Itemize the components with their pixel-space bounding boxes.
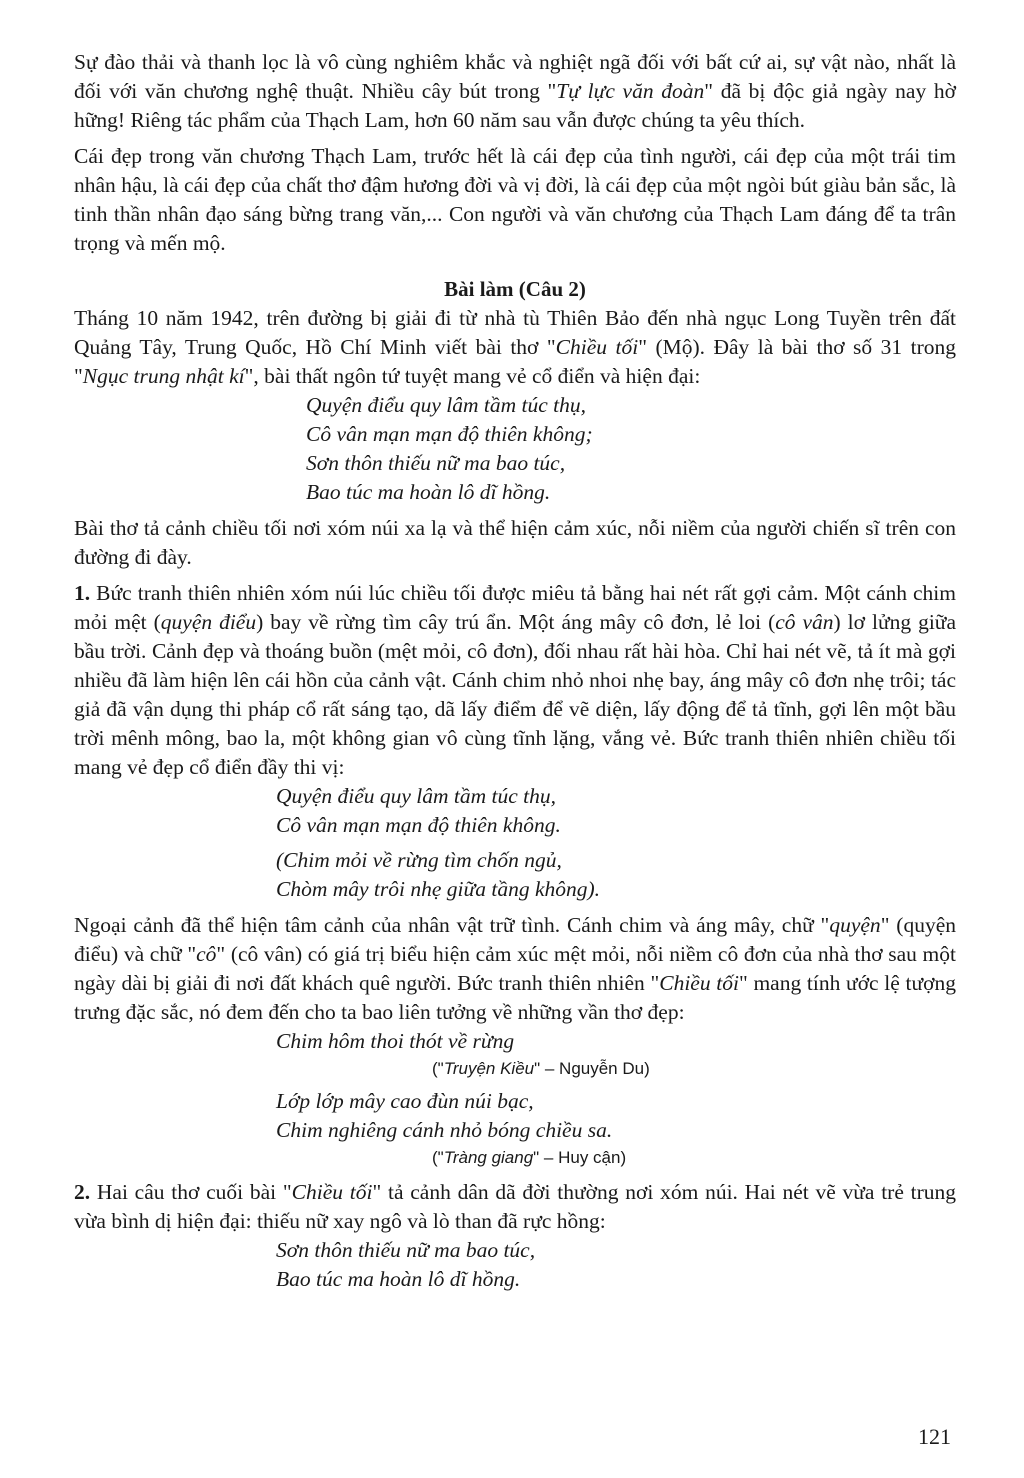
paragraph-2: Cái đẹp trong văn chương Thạch Lam, trước hết là cái đẹp của tình người, cái đẹp của một trái tim nhân hậu, là cái đẹp của chất thơ đậm hương đời và vị đời, là cái đẹp của một ngòi bút giàu bản sắc, là tinh thần nhân đạo sáng bừng trang văn,... Con người và văn chương của Thạch Lam đáng để ta trân trọng và mến mộ. [74, 144, 956, 255]
page-number: 121 [918, 1424, 951, 1449]
paragraph-ngoai-canh: Ngoại cảnh đã thể hiện tâm cảnh của nhân vật trữ tình. Cánh chim và áng mây, chữ "quyện" (quyện điểu) và chữ "cô" (cô vân) có giá trị biểu hiện cảm xúc mệt mỏi, nỗi niềm cô đơn của nhà thơ sau một ngày dài bị giải đi nơi đất khách quê người. Bức tranh thiên nhiên "Chiều tối" mang tính ước lệ tượng trưng đặc sắc, nó đem đến cho ta bao liên tưởng về những vần thơ đẹp: [74, 913, 956, 1024]
paragraph-1: Sự đào thải và thanh lọc là vô cùng nghiêm khắc và nghiệt ngã đối với bất cứ ai, sự vật nào, nhất là đối với văn chương nghệ thuật. Nhiều cây bút trong "Tự lực văn đoàn" đã bị độc giả ngày nay hờ hững! Riêng tác phẩm của Thạch Lam, hơn 60 năm sau vẫn được chúng ta yêu thích. [74, 50, 957, 132]
intro-paragraph: Tháng 10 năm 1942, trên đường bị giải đi từ nhà tù Thiên Bảo đến nhà ngục Long Tuyền trên đất Quảng Tây, Trung Quốc, Hồ Chí Minh viết bài thơ "Chiều tối" (Mộ). Đây là bài thơ số 31 trong "Ngục trung nhật kí", bài thất ngôn tứ tuyệt mang vẻ cổ điển và hiện đại: [74, 306, 956, 388]
poem-line: Chim hôm thoi thót về rừng [276, 1029, 515, 1053]
poem-line: Bao túc ma hoàn lô dĩ hồng. [306, 480, 551, 504]
quote-1 [276, 1027, 956, 1056]
quote-2 [276, 1087, 956, 1145]
poem-line: Sơn thôn thiếu nữ ma bao túc, [276, 1238, 536, 1262]
poem-line: Quyện điểu quy lâm tầm túc thụ, [306, 393, 587, 417]
section-heading: Bài làm (Câu 2) [444, 277, 586, 301]
section-2-paragraph: 2. Hai câu thơ cuối bài "Chiều tối" tả cảnh dân dã đời thường nơi xóm núi. Hai nét vẽ vừa trẻ trung vừa bình dị hiện đại: thiếu nữ xay ngô và lò than đã rực hồng: [74, 1180, 957, 1233]
poem-line: Bao túc ma hoàn lô dĩ hồng. [276, 1267, 521, 1291]
quote-1-source: ("Truyện Kiều" – Nguyễn Du) [432, 1059, 650, 1078]
poem-line: Chim nghiêng cánh nhỏ bóng chiều sa. [276, 1118, 613, 1142]
poem-full [306, 391, 956, 507]
poem-line: Cô vân mạn mạn độ thiên không; [306, 422, 593, 446]
section-1-paragraph: 1. Bức tranh thiên nhiên xóm núi lúc chiều tối được miêu tả bằng hai nét rất gợi cảm. Một cánh chim mỏi mệt (quyện điểu) bay về rừng tìm cây trú ẩn. Một áng mây cô đơn, lẻ loi (cô vân) lơ lửng giữa bầu trời. Cảnh đẹp và thoáng buồn (mệt mỏi, cô đơn), đối nhau rất hài hòa. Chỉ hai nét vẽ, tả ít mà gợi nhiều đã làm hiện lên cái hồn của cảnh vật. Cánh chim nhỏ nhoi nhẹ bay, áng mây cô đơn nhẹ trôi; tác giả đã vận dụng thi pháp cổ rất sáng tạo, dã lấy điểm để vẽ diện, lấy động để tả tĩnh, gợi lên một bầu trời mênh mông, bao la, một không gian vô cùng tĩnh lặng, vắng vẻ. Bức tranh thiên nhiên chiều tối mang vẻ đẹp cổ điển đầy thi vị: [74, 581, 956, 779]
poem-line: (Chim mỏi về rừng tìm chốn ngủ, [276, 848, 562, 872]
poem-line: Lớp lớp mây cao đùn núi bạc, [276, 1089, 534, 1113]
poem-line: Sơn thôn thiếu nữ ma bao túc, [306, 451, 566, 475]
poem-line: Chòm mây trôi nhẹ giữa tầng không). [276, 877, 601, 901]
summary-paragraph: Bài thơ tả cảnh chiều tối nơi xóm núi xa lạ và thể hiện cảm xúc, nỗi niềm của người chiến sĩ trên con đường đi đày. [74, 516, 956, 569]
poem-line: Quyện điểu quy lâm tầm túc thụ, [276, 784, 557, 808]
page-content [74, 48, 956, 1294]
poem-translation [276, 846, 956, 904]
quote-2-source: ("Tràng giang" – Huy cận) [432, 1148, 627, 1167]
poem-pair-2 [276, 1236, 956, 1294]
poem-line: Cô vân mạn mạn độ thiên không. [276, 813, 561, 837]
poem-pair-1 [276, 782, 956, 840]
